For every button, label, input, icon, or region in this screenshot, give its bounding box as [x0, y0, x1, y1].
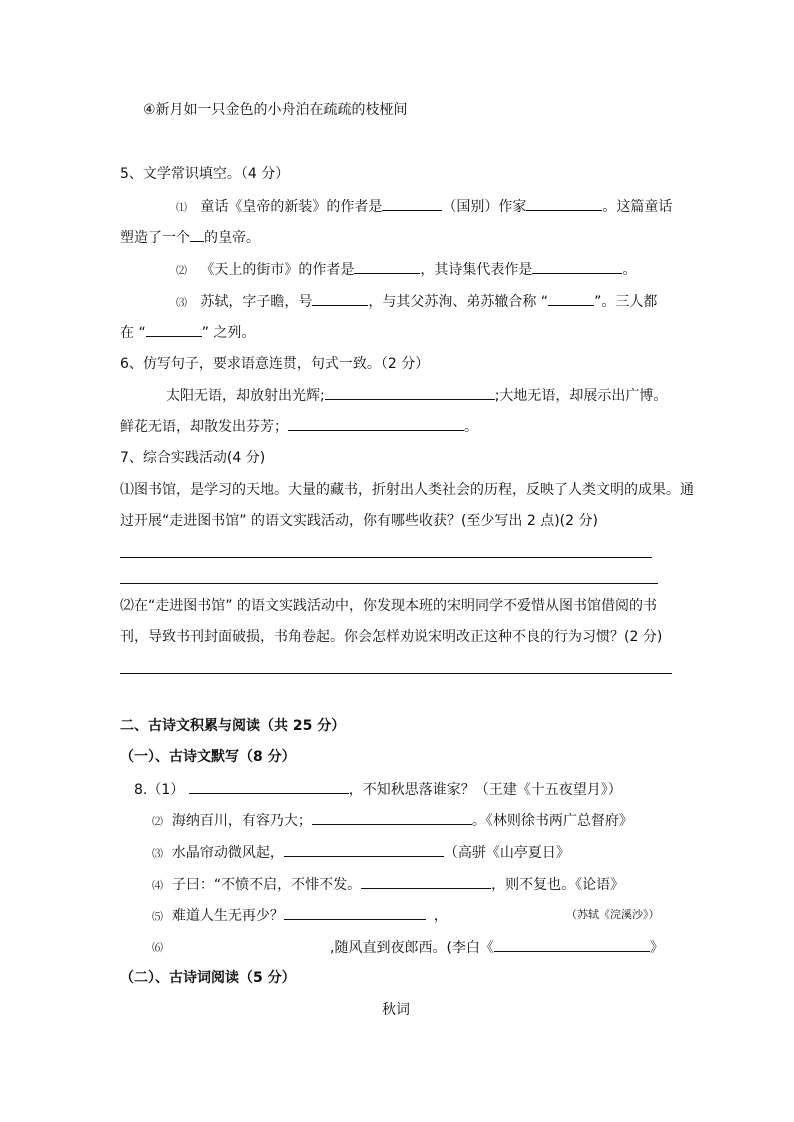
q5-item-3 — [176, 291, 657, 313]
item-number: ⑵ — [176, 264, 187, 277]
subsection-2-heading: （二）、古诗词阅读（5 分） — [120, 970, 296, 986]
fill-blank[interactable] — [494, 937, 650, 952]
fill-blank[interactable] — [526, 196, 602, 211]
text: 在 “ — [120, 325, 146, 341]
text: 太阳无语，却放射出光辉; — [166, 388, 325, 404]
fill-blank[interactable] — [190, 227, 204, 242]
text: 童话《皇帝的新装》的作者是 — [200, 199, 383, 215]
text: （高骈《山亭夏日》 — [443, 845, 570, 861]
text: 难道人生无再少？ — [171, 908, 284, 924]
fill-blank[interactable] — [288, 416, 464, 431]
fill-blank[interactable] — [284, 842, 444, 857]
text: （国别）作家 — [442, 199, 527, 215]
q4-item-text: ④新月如一只金色的小舟泊在疏疏的枝桠间 — [143, 102, 408, 118]
q5-item-1 — [176, 196, 672, 218]
text: 《天上的街市》的作者是 — [200, 262, 355, 278]
q5-item-3-cont — [120, 322, 255, 343]
text: ,随风直到夜郎西。(李白《 — [330, 940, 494, 956]
item-number: ⑹ — [152, 941, 163, 954]
text: 。这篇童话 — [602, 199, 673, 215]
text: 水晶帘动微风起， — [171, 845, 284, 861]
fill-blank[interactable] — [361, 874, 491, 889]
q7-part1-line2: 过开展“走进图书馆” 的语文实践活动，你有哪些收获？(至少写出 2 点)(2 分) — [120, 513, 598, 529]
q8-item-1 — [134, 779, 622, 800]
text: 。《林则徐书两广总督府》 — [471, 813, 633, 829]
q8-item-2 — [152, 810, 633, 832]
q6-line-1 — [166, 385, 667, 406]
q8-item-3 — [152, 842, 570, 864]
text: 的皇帝。 — [204, 230, 260, 246]
text: ;大地无语，却展示出广博。 — [494, 388, 668, 404]
q7-part1-line1: ⑴图书馆，是学习的天地。大量的藏书，折射出人类社会的历程，反映了人类文明的成果。通 — [120, 482, 694, 498]
q8-item-6-text — [330, 937, 664, 958]
q7-part2-line2: 刊，导致书刊封面破损，书角卷起。你会怎样劝说宋明改正这种不良的行为习惯？(2 分) — [120, 629, 663, 645]
poem-title: 秋词 — [382, 1002, 410, 1018]
answer-line[interactable] — [120, 583, 658, 584]
q6-line-2 — [120, 416, 478, 437]
fill-blank[interactable] — [532, 259, 622, 274]
q6-heading: 6、仿写句子，要求语意连贯，句式一致。（2 分） — [120, 356, 430, 372]
item-number: ⑶ — [176, 296, 187, 309]
text: 子曰：“不愤不启，不悱不发。 — [171, 877, 362, 893]
text: 海纳百川，有容乃大； — [171, 813, 312, 829]
text: ” 之列。 — [201, 325, 256, 341]
text: ，不知秋思落谁家？（王建《十五夜望月》） — [348, 782, 622, 798]
text: 鲜花无语，却散发出芬芳； — [120, 419, 288, 435]
text: 。 — [464, 419, 478, 435]
fill-blank[interactable] — [325, 385, 495, 400]
q5-item-1-cont — [120, 227, 260, 248]
item-number: ⑷ — [152, 879, 163, 892]
item-number: ⑴ — [176, 201, 187, 214]
q5-heading: 5、文学常识填空。（4 分） — [120, 166, 290, 182]
fill-blank[interactable] — [548, 291, 594, 306]
item-number: ⑸ — [152, 910, 163, 923]
text: 塑造了一个 — [120, 230, 190, 246]
fill-blank[interactable] — [284, 905, 426, 920]
fill-blank[interactable] — [354, 259, 420, 274]
item-number: 8.（1） — [134, 782, 185, 798]
text: 苏轼，字子瞻，号 — [200, 294, 313, 310]
fill-blank[interactable] — [189, 779, 349, 794]
item-number: ⑵ — [152, 815, 163, 828]
q7-heading: 7、综合实践活动(4 分) — [120, 450, 266, 466]
fill-blank[interactable] — [382, 196, 442, 211]
q8-item-5 — [152, 905, 448, 927]
fill-blank[interactable] — [312, 810, 472, 825]
text: ， — [433, 908, 448, 924]
subsection-1-heading: （一）、古诗文默写（8 分） — [120, 749, 296, 765]
q7-part2-line1: ⑵在“走进图书馆” 的语文实践活动中，你发现本班的宋明同学不爱惜从图书馆借阅的书 — [120, 598, 657, 614]
section-2-heading: 二、古诗文积累与阅读（共 25 分） — [120, 718, 346, 734]
q8-item-5-source: （苏轼《浣溪沙》） — [566, 908, 660, 921]
text: ，其诗集代表作是 — [420, 262, 533, 278]
text: ”。三人都 — [594, 294, 658, 310]
item-number: ⑶ — [152, 847, 163, 860]
text: ，则不复也。《论语》 — [491, 877, 625, 893]
answer-line[interactable] — [120, 673, 672, 674]
text: 》 — [649, 940, 664, 956]
text: ，与其父苏洵、弟苏辙合称 “ — [368, 294, 549, 310]
answer-line[interactable] — [120, 557, 652, 558]
fill-blank[interactable] — [146, 322, 202, 337]
q8-item-6 — [152, 937, 163, 958]
text: 。 — [622, 262, 637, 278]
q8-item-4 — [152, 874, 624, 896]
q5-item-2 — [176, 259, 636, 281]
fill-blank[interactable] — [312, 291, 368, 306]
